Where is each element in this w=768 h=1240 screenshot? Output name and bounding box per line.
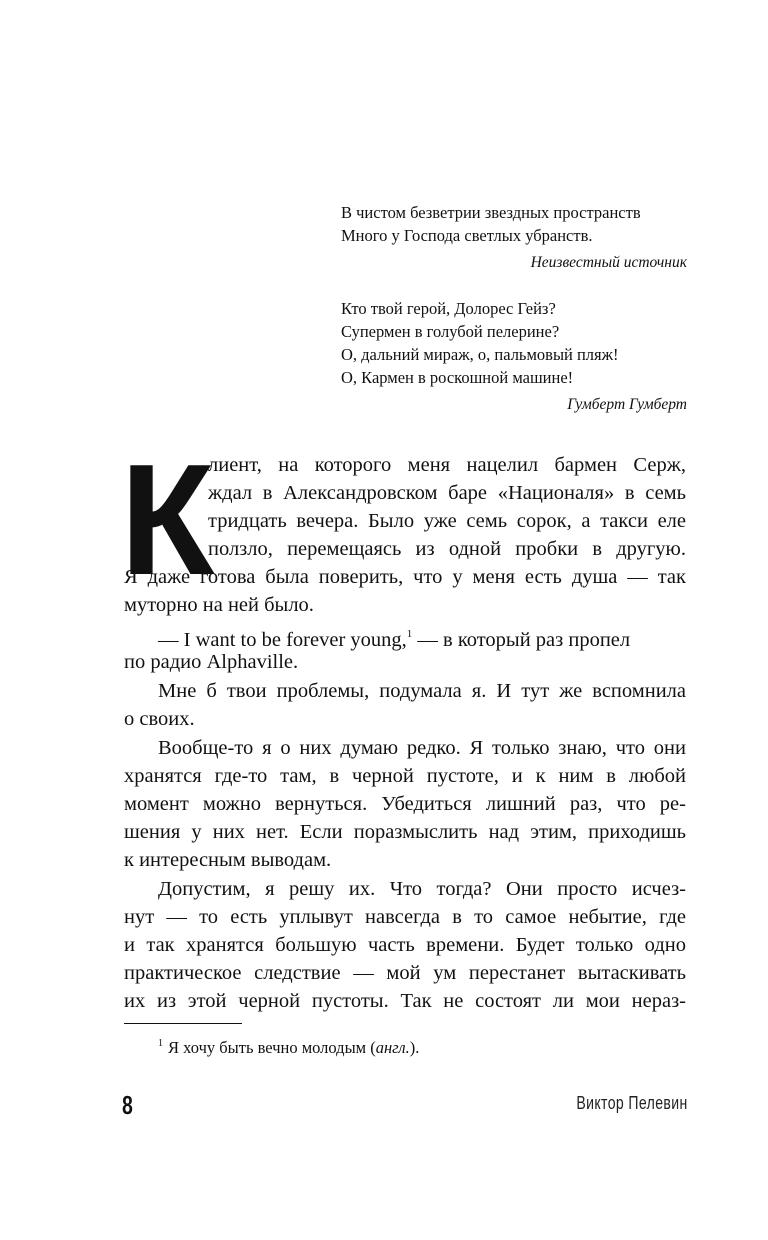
footnote-text: ). <box>409 1038 420 1057</box>
epigraph-1 <box>341 201 687 274</box>
footnote-mark: 1 <box>158 1038 163 1049</box>
body-line: их из этой черной пустоты. Так не состоят ли мои нераз- <box>124 990 686 1012</box>
body-line: к интересным выводам. <box>124 849 332 871</box>
epigraph-line: О, Кармен в роскошной машине! <box>341 368 574 387</box>
footnote-divider <box>124 1023 242 1024</box>
page-number: 8 <box>122 1090 133 1120</box>
body-line-text: — I want to be forever young, <box>158 629 407 651</box>
body-line: тридцать вечера. Было уже семь сорок, а такси еле <box>208 510 686 532</box>
body-line: по радио Alphaville. <box>124 651 299 673</box>
footnote <box>158 1032 419 1060</box>
running-head-author: Виктор Пелевин <box>576 1093 688 1113</box>
body-line: и так хранятся большую часть времени. Будет только одно <box>124 934 686 956</box>
body-line: Допустим, я решу их. Что тогда? Они просто исчез- <box>158 878 686 900</box>
epigraph-attribution: Неизвестный источник <box>530 254 687 271</box>
epigraph-line: В чистом безветрии звездных пространств <box>341 203 641 222</box>
body-line: ползло, перемещаясь из одной пробки в другую. <box>208 538 686 560</box>
epigraph-attribution: Гумберт Гумберт <box>567 396 687 413</box>
body-line-text: — в который раз пропел <box>412 629 631 651</box>
body-line: Я даже готова была поверить, что у меня есть душа — так <box>124 566 686 588</box>
epigraph-2 <box>341 297 687 416</box>
body-line: Мне б твои проблемы, подумала я. И тут же вспомнила <box>158 680 686 702</box>
footnote-reference[interactable]: 1 <box>406 628 413 640</box>
footnote-text: Я хочу быть вечно молодым ( <box>168 1038 376 1057</box>
footnote-text-italic: англ. <box>375 1038 410 1057</box>
body-line: хранятся где-то там, в черной пустоте, и к ним в любой <box>124 765 686 787</box>
epigraph-line: Кто твой герой, Долорес Гейз? <box>341 299 556 318</box>
body-line: ждал в Александровском баре «Националя» в семь <box>208 482 686 504</box>
epigraph-line: Супермен в голубой пелерине? <box>341 322 560 341</box>
body-line: лиент, на которого меня нацелил бармен Серж, <box>208 454 686 476</box>
body-line: практическое следствие — мой ум перестанет вытаскивать <box>124 962 686 984</box>
body-line: шения у них нет. Если поразмыслить над этим, приходишь <box>124 821 686 843</box>
body-line: нут — то есть уплывут навсегда в то самое небытие, где <box>124 906 686 928</box>
body-line: о своих. <box>124 708 195 730</box>
epigraph-line: Много у Господа светлых убранств. <box>341 226 593 245</box>
epigraph-line: О, дальний мираж, о, пальмовый пляж! <box>341 345 619 364</box>
drop-cap: К <box>120 432 213 608</box>
body-line: муторно на ней было. <box>124 594 314 616</box>
body-line: момент можно вернуться. Убедиться лишний раз, что ре- <box>124 793 686 815</box>
body-line: Вообще-то я о них думаю редко. Я только знаю, что они <box>158 737 686 759</box>
